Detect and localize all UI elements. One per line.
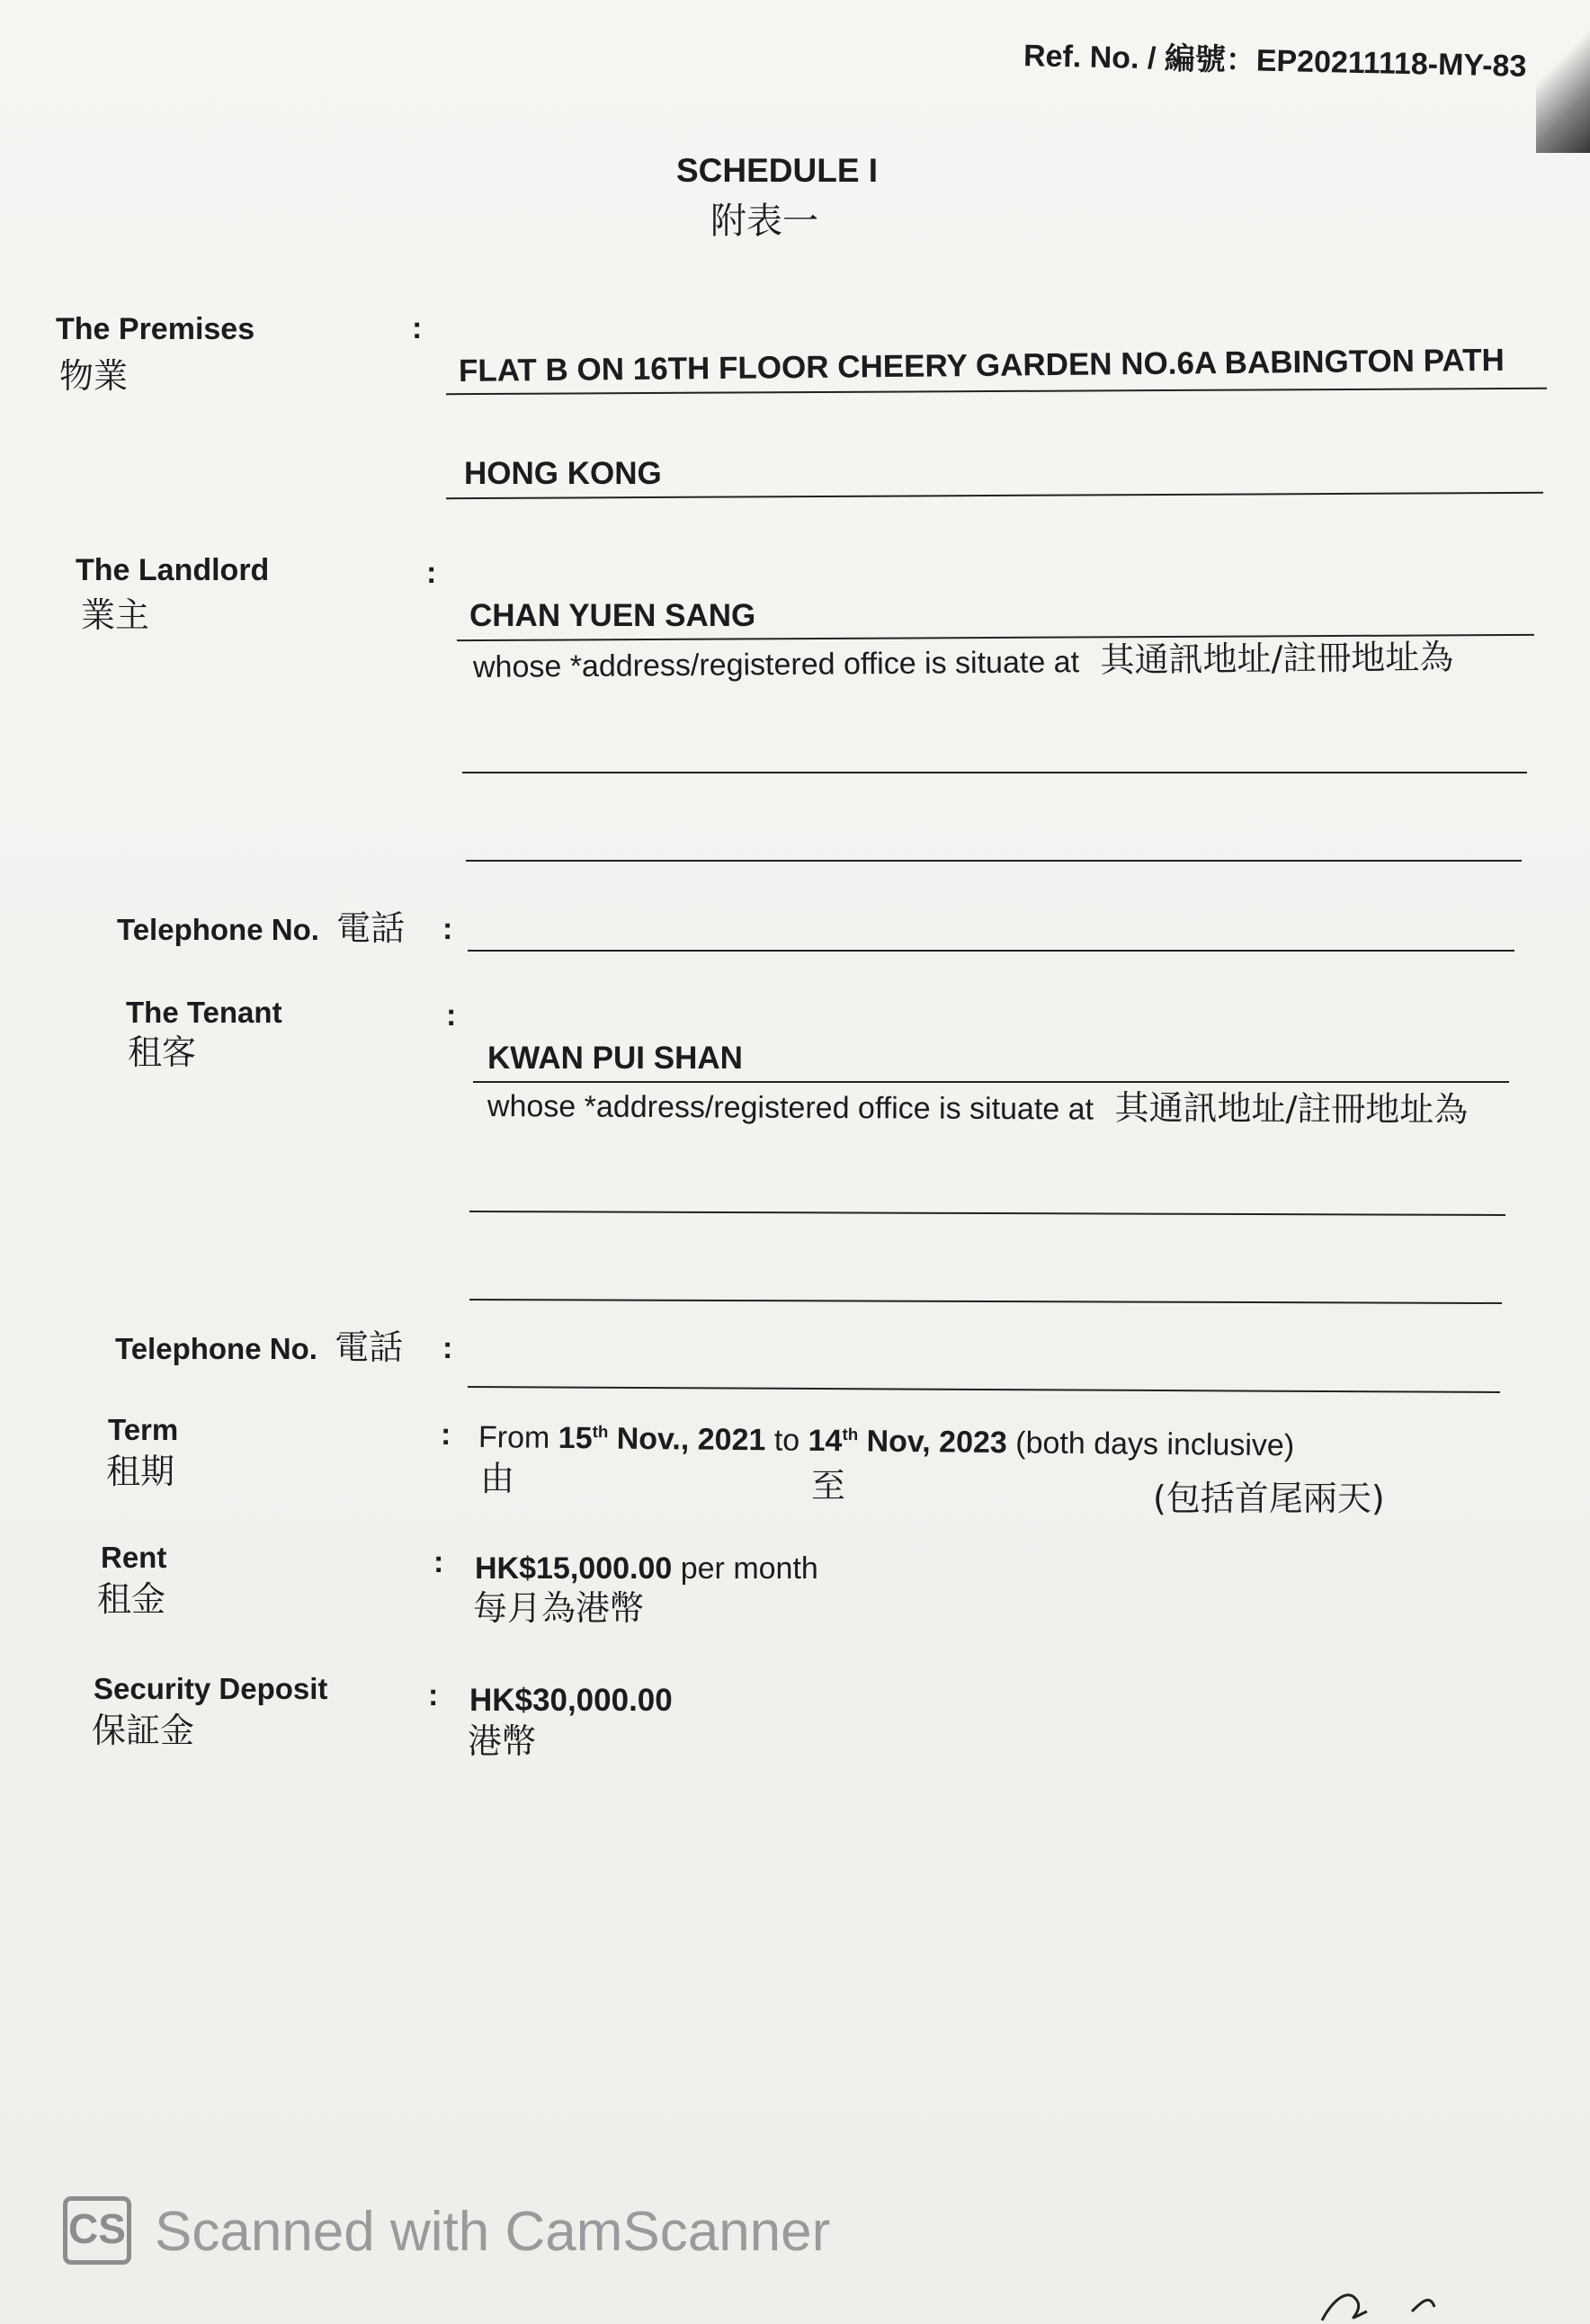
landlord-colon: : [426,556,437,590]
schedule-title: SCHEDULE I [676,152,879,189]
tenant-address-line-2 [469,1299,1502,1304]
rent-per-month: per month [680,1551,818,1586]
landlord-phone-colon: : [442,912,453,946]
term-to-word: to [773,1423,800,1458]
term-from-word: From [478,1420,550,1455]
premises-line-2 [446,492,1543,499]
tenant-address-cn: 其通訊地址/註冊地址為 [1114,1087,1469,1130]
camscanner-watermark: Scanned with CamScanner [155,2201,831,2263]
landlord-address-line-2 [466,860,1522,862]
landlord-label-cn: 業主 [81,595,150,635]
landlord-address-cn: 其通訊地址/註冊地址為 [1100,637,1454,680]
rent-amount-line [475,1551,818,1587]
term-inclusive-cn: (包括首尾兩天) [1153,1479,1385,1518]
reference-number [1023,38,1527,85]
term-from-cn: 由 [480,1459,515,1498]
term-label-cn: 租期 [106,1452,175,1491]
tenant-label-cn: 租客 [128,1032,197,1072]
term-to-cn: 至 [811,1466,846,1506]
term-start-day: 15th Nov., 2021 [558,1420,766,1458]
term-text [478,1419,1295,1464]
premises-label-cn: 物業 [59,356,129,396]
camscanner-logo: CS [63,2196,131,2265]
tenant-phone-line [468,1386,1500,1393]
premises-address-line-1: FLAT B ON 16TH FLOOR CHEERY GARDEN NO.6A BABINGTON PATH [458,342,1505,389]
landlord-phone-line [468,950,1514,952]
tenant-phone-cn: 電話 [335,1327,404,1367]
landlord-address-en: whose *address/registered office is situate at [472,645,1080,684]
tenant-address-en: whose *address/registered office is situate at [487,1089,1094,1127]
deposit-amount: HK$30,000.00 [469,1683,673,1718]
tenant-label: The Tenant [126,996,282,1029]
landlord-address-caption [473,637,1454,686]
deposit-cn: 港幣 [468,1721,537,1761]
rent-cn: 每月為港幣 [473,1588,645,1628]
landlord-phone-en: Telephone No. [117,913,319,946]
premises-colon: : [412,311,423,345]
deposit-label: Security Deposit [94,1672,328,1705]
landlord-label: The Landlord [76,553,270,587]
term-colon: : [441,1417,451,1452]
premises-label: The Premises [56,312,255,346]
landlord-phone-cn: 電話 [336,908,406,948]
schedule-title-cn: 附表一 [710,201,818,242]
rent-label: Rent [101,1541,167,1574]
landlord-phone-label [117,908,405,950]
tenant-colon: : [446,998,457,1032]
term-inclusive-en: (both days inclusive) [1015,1426,1295,1463]
tenant-name: KWAN PUI SHAN [487,1041,743,1076]
rent-amount: HK$15,000.00 [475,1551,673,1586]
tenant-address-line-1 [469,1211,1505,1216]
rent-label-cn: 租金 [97,1579,166,1619]
tenant-address-caption [487,1085,1469,1131]
page-corner-shadow [1536,0,1590,153]
premises-address-line-2: HONG KONG [464,456,662,491]
signature-fragment [1313,2275,1493,2324]
rent-colon: : [433,1545,444,1579]
deposit-label-cn: 保証金 [92,1711,195,1750]
tenant-phone-colon: : [442,1331,453,1365]
landlord-name: CHAN YUEN SANG [469,598,756,633]
reference-value: EP20211118-MY-83 [1255,43,1527,84]
landlord-address-line-1 [462,772,1527,773]
tenant-phone-en: Telephone No. [115,1332,317,1365]
deposit-colon: : [428,1678,439,1712]
term-end-day: 14th Nov, 2023 [808,1423,1007,1461]
reference-label: Ref. No. / 編號： [1023,39,1257,78]
term-label: Term [108,1413,179,1446]
tenant-name-line [473,1081,1509,1083]
tenant-phone-label [115,1327,403,1369]
